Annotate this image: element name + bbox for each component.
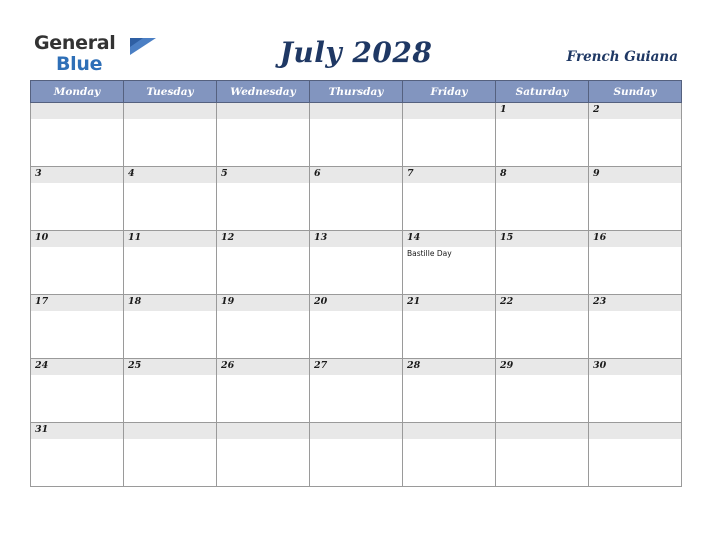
day-cell[interactable] (403, 423, 496, 487)
day-cell[interactable] (217, 103, 310, 167)
day-cell[interactable] (496, 103, 589, 167)
week-row (31, 231, 682, 295)
day-cell-inner (310, 167, 402, 230)
day-cell[interactable] (124, 231, 217, 295)
day-cell[interactable] (124, 103, 217, 167)
day-cell[interactable] (124, 167, 217, 231)
day-number: 22 (500, 296, 514, 307)
day-number: 2 (593, 104, 600, 115)
day-cell[interactable] (31, 295, 124, 359)
day-cell-inner (124, 231, 216, 294)
day-cell-inner (217, 167, 309, 230)
day-cell-inner (496, 231, 588, 294)
day-cell-inner (589, 231, 681, 294)
day-number: 7 (407, 168, 414, 179)
day-number: 19 (221, 296, 235, 307)
event-label: Bastille Day (407, 249, 452, 258)
weekday-header-friday: Friday (403, 81, 496, 103)
day-cell-inner (31, 103, 123, 166)
day-number: 13 (314, 232, 328, 243)
day-number-band (496, 103, 588, 119)
day-cell[interactable] (403, 359, 496, 423)
day-cell[interactable] (496, 295, 589, 359)
day-number: 23 (593, 296, 607, 307)
day-cell-inner (124, 167, 216, 230)
day-number: 11 (128, 232, 142, 243)
day-cell-inner (589, 103, 681, 166)
day-number: 21 (407, 296, 421, 307)
day-cell-inner (310, 359, 402, 422)
day-cell-inner (31, 167, 123, 230)
day-number: 16 (593, 232, 607, 243)
day-number-band (124, 167, 216, 183)
day-number-band (403, 103, 495, 119)
day-cell[interactable] (124, 423, 217, 487)
day-cell-inner (124, 103, 216, 166)
day-cell-inner (31, 423, 123, 486)
page-title: July 2028 (279, 36, 433, 69)
day-cell[interactable] (217, 359, 310, 423)
weekday-header-row (31, 81, 682, 103)
day-cell-inner (217, 359, 309, 422)
region-label: French Guiana (566, 49, 678, 65)
day-number: 30 (593, 360, 607, 371)
day-cell[interactable] (589, 423, 682, 487)
day-cell[interactable] (31, 167, 124, 231)
month-grid (30, 80, 682, 487)
day-number-band (31, 103, 123, 119)
day-number: 26 (221, 360, 235, 371)
day-cell-inner (496, 423, 588, 486)
day-cell-inner (31, 359, 123, 422)
day-cell-inner (496, 295, 588, 358)
logo-text-general: General (34, 32, 116, 54)
day-cell-inner (496, 103, 588, 166)
day-cell[interactable] (310, 359, 403, 423)
day-cell-inner (217, 423, 309, 486)
day-cell[interactable] (217, 167, 310, 231)
day-cell-inner (124, 295, 216, 358)
day-number: 9 (593, 168, 600, 179)
day-cell-inner (403, 103, 495, 166)
week-row (31, 167, 682, 231)
day-cell[interactable] (496, 359, 589, 423)
day-cell-inner (310, 103, 402, 166)
day-number-band (124, 423, 216, 439)
day-cell[interactable] (31, 423, 124, 487)
day-cell[interactable] (217, 423, 310, 487)
weekday-header-wednesday: Wednesday (217, 81, 310, 103)
day-number: 27 (314, 360, 328, 371)
day-number-band (589, 423, 681, 439)
day-cell-inner (589, 295, 681, 358)
day-cell-inner (217, 231, 309, 294)
page-header (0, 0, 712, 78)
day-cell[interactable] (403, 103, 496, 167)
day-number: 17 (35, 296, 49, 307)
day-number: 3 (35, 168, 42, 179)
weeks-body (31, 103, 682, 487)
day-number-band (217, 103, 309, 119)
day-cell[interactable] (589, 359, 682, 423)
day-cell-inner (496, 359, 588, 422)
day-number-band (124, 103, 216, 119)
weekday-header-saturday: Saturday (496, 81, 589, 103)
day-cell[interactable] (589, 103, 682, 167)
day-cell-inner (310, 423, 402, 486)
day-number: 24 (35, 360, 49, 371)
weekday-header-tuesday: Tuesday (124, 81, 217, 103)
day-cell[interactable] (124, 295, 217, 359)
logo-text-blue: Blue (56, 53, 103, 75)
day-cell[interactable] (31, 103, 124, 167)
week-row (31, 103, 682, 167)
day-cell-inner (310, 231, 402, 294)
day-cell-inner (124, 423, 216, 486)
day-number: 15 (500, 232, 514, 243)
day-cell-inner (31, 295, 123, 358)
day-cell[interactable] (310, 423, 403, 487)
day-cell-inner (31, 231, 123, 294)
day-cell[interactable] (310, 103, 403, 167)
day-number-band (310, 167, 402, 183)
day-cell[interactable] (31, 231, 124, 295)
day-number: 1 (500, 104, 507, 115)
day-number: 10 (35, 232, 49, 243)
day-cell-inner (589, 423, 681, 486)
day-cell[interactable] (124, 359, 217, 423)
day-cell[interactable] (589, 167, 682, 231)
day-number: 5 (221, 168, 228, 179)
day-number-band (31, 167, 123, 183)
day-number: 8 (500, 168, 507, 179)
week-row (31, 359, 682, 423)
day-cell-inner (217, 295, 309, 358)
day-cell[interactable] (496, 423, 589, 487)
week-row (31, 295, 682, 359)
day-number: 6 (314, 168, 321, 179)
day-cell-inner (403, 167, 495, 230)
day-cell[interactable] (217, 231, 310, 295)
day-number-band (403, 167, 495, 183)
day-cell[interactable] (310, 295, 403, 359)
day-cell[interactable] (403, 231, 496, 295)
day-number-band (217, 423, 309, 439)
day-cell-inner (403, 295, 495, 358)
day-events (407, 249, 492, 259)
day-cell-inner (403, 231, 495, 294)
day-number: 29 (500, 360, 514, 371)
day-number-band (217, 167, 309, 183)
day-cell[interactable] (217, 295, 310, 359)
day-number: 28 (407, 360, 421, 371)
day-number: 14 (407, 232, 421, 243)
day-cell-inner (124, 359, 216, 422)
day-cell-inner (589, 167, 681, 230)
day-cell[interactable] (403, 295, 496, 359)
day-number-band (310, 423, 402, 439)
day-cell-inner (589, 359, 681, 422)
day-number-band (310, 103, 402, 119)
weekday-header-sunday: Sunday (589, 81, 682, 103)
day-number-band (496, 423, 588, 439)
weekday-header-monday: Monday (31, 81, 124, 103)
day-number-band (589, 167, 681, 183)
day-cell-inner (403, 423, 495, 486)
day-cell-inner (217, 103, 309, 166)
day-cell-inner (496, 167, 588, 230)
day-number: 4 (128, 168, 135, 179)
day-cell[interactable] (589, 231, 682, 295)
day-cell[interactable] (496, 167, 589, 231)
day-cell[interactable] (589, 295, 682, 359)
day-cell-inner (403, 359, 495, 422)
day-cell[interactable] (310, 167, 403, 231)
weekday-header-thursday: Thursday (310, 81, 403, 103)
day-number: 31 (35, 424, 49, 435)
day-cell[interactable] (496, 231, 589, 295)
day-number: 25 (128, 360, 142, 371)
day-cell-inner (310, 295, 402, 358)
day-cell[interactable] (403, 167, 496, 231)
day-number-band (403, 423, 495, 439)
day-number-band (496, 167, 588, 183)
day-number: 12 (221, 232, 235, 243)
day-number-band (589, 103, 681, 119)
day-cell[interactable] (31, 359, 124, 423)
week-row (31, 423, 682, 487)
day-number: 20 (314, 296, 328, 307)
day-number: 18 (128, 296, 142, 307)
day-cell[interactable] (310, 231, 403, 295)
